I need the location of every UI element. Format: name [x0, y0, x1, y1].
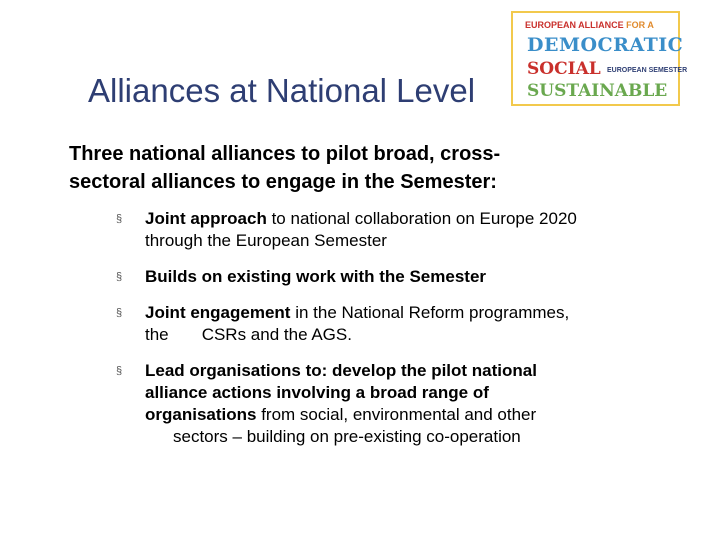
intro-line-2: sectoral alliances to engage in the Semester:: [69, 171, 497, 193]
bullet-4-line-3-bold: organisations: [145, 405, 257, 424]
bullet-marker-icon: §: [116, 307, 123, 319]
bullet-1-line-2: through the European Semester: [145, 231, 387, 250]
intro-line-1: Three national alliances to pilot broad, cross-: [69, 143, 501, 165]
intro-text: [69, 140, 629, 196]
logo-democratic: DEMOCRATIC: [527, 34, 684, 56]
logo-line-1: [525, 20, 654, 30]
bullet-1-rest: to national collaboration on Europe 2020: [266, 209, 577, 228]
slide-title: Alliances at National Level: [88, 72, 476, 109]
bullet-list: [116, 208, 676, 462]
bullet-marker-icon: §: [116, 271, 123, 283]
bullet-item: [116, 360, 676, 448]
bullet-4-line-4: sectors – building on pre-existing co-operation: [173, 427, 521, 446]
bullet-3-rest: in the National Reform programmes,: [290, 303, 570, 322]
logo-line-1-a: EUROPEAN ALLIANCE: [525, 20, 624, 30]
bullet-4-line-2: alliance actions involving a broad range of: [145, 383, 489, 402]
bullet-item: [116, 208, 676, 252]
bullet-4-line-1: Lead organisations to: develop the pilot national: [145, 361, 537, 380]
bullet-1-bold: Joint approach: [145, 209, 267, 228]
bullet-marker-icon: §: [116, 213, 123, 225]
bullet-3-line-2: the CSRs and the AGS.: [145, 325, 352, 344]
bullet-item: [116, 266, 676, 288]
logo-social: SOCIAL: [527, 59, 601, 79]
bullet-item: [116, 302, 676, 346]
logo-semester: EUROPEAN SEMESTER: [607, 67, 688, 74]
bullet-3-bold: Joint engagement: [145, 303, 291, 322]
alliance-logo: [511, 11, 688, 106]
logo-sustainable: SUSTAINABLE: [527, 81, 668, 101]
bullet-4-line-3-rest: from social, environmental and other: [256, 405, 537, 424]
bullet-marker-icon: §: [116, 365, 123, 377]
logo-line-1-b: FOR A: [623, 20, 654, 30]
bullet-2-bold: Builds on existing work with the Semester: [145, 267, 487, 286]
